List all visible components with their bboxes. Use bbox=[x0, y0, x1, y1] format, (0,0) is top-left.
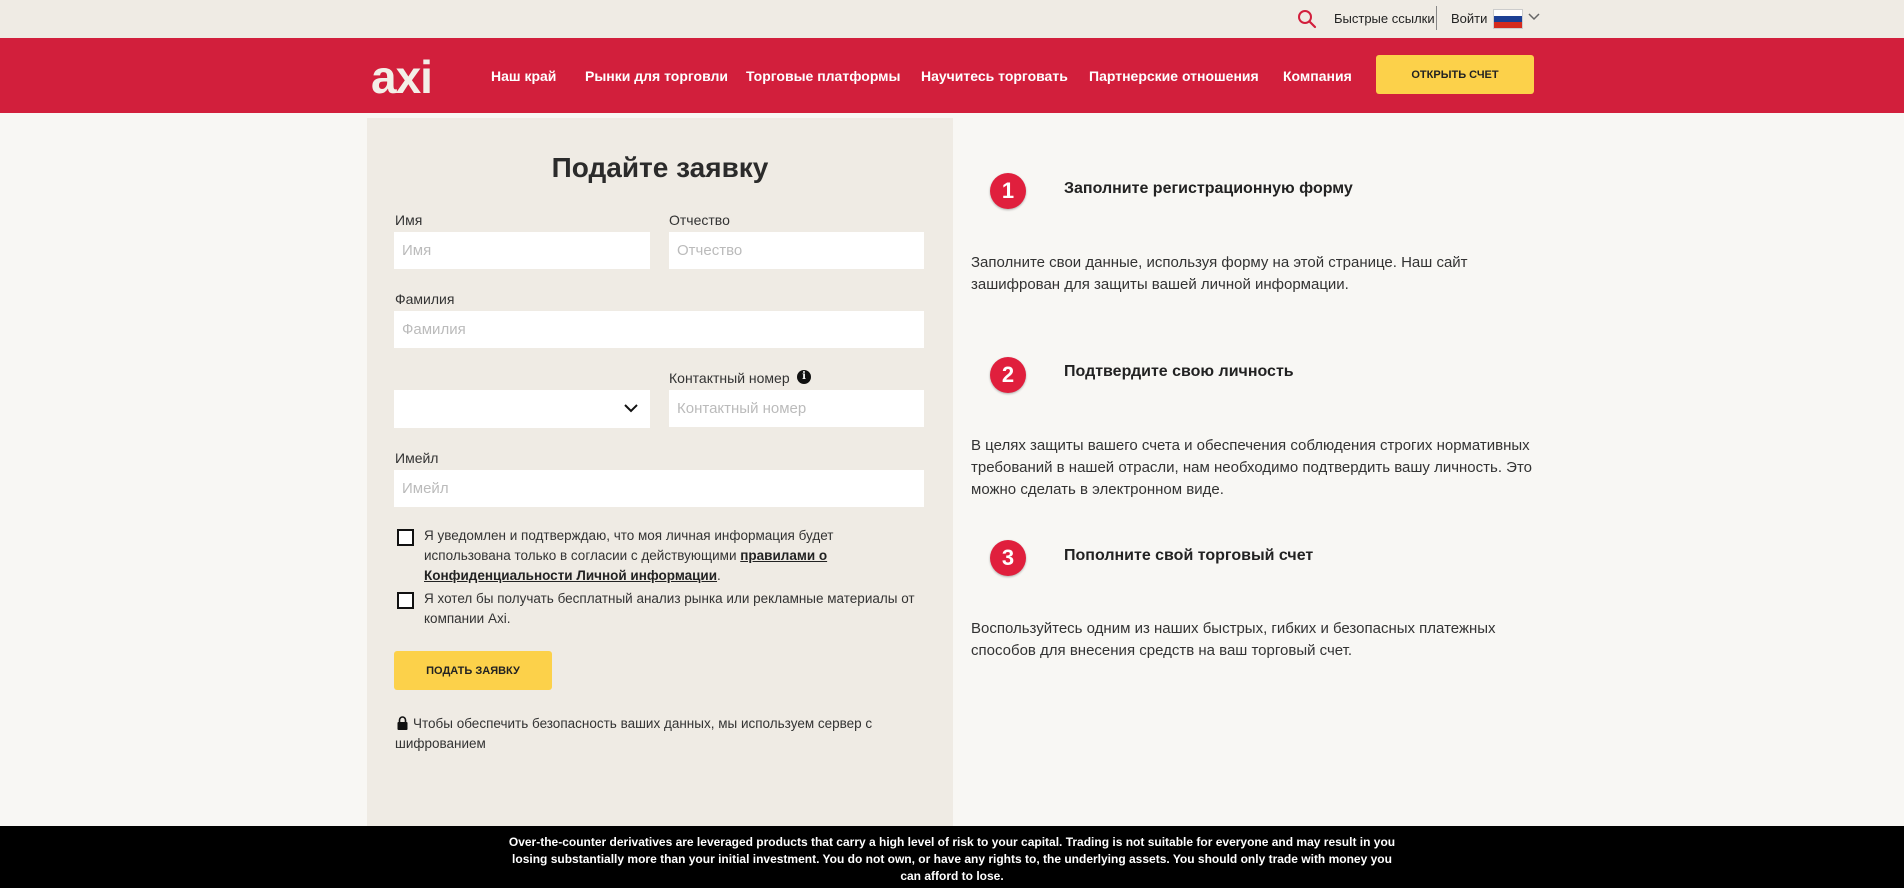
privacy-consent-text: Я уведомлен и подтверждаю, что моя личная информация будет использована только в согласии с действующими правилами о Конфиденциальности Личной информации. bbox=[424, 528, 834, 583]
svg-text:axi: axi bbox=[371, 53, 432, 97]
last-name-input[interactable] bbox=[394, 311, 924, 348]
step-description: В целях защиты вашего счета и обеспечения соблюдения строгих нормативных требований в нашей отрасли, нам необходимо подтвердить вашу личность. Это можно сделать в электронном виде. bbox=[971, 437, 1532, 498]
step-title: Пополните свой торговый счет bbox=[1064, 547, 1314, 564]
nav-item-platforms[interactable]: Торговые платформы bbox=[746, 68, 901, 84]
secure-server-note: Чтобы обеспечить безопасность ваших данных, мы используем сервер с шифрованием bbox=[395, 716, 873, 751]
russia-flag-icon[interactable] bbox=[1493, 9, 1523, 29]
privacy-policy-link[interactable]: правилами о Конфиденциальности Личной информации bbox=[424, 548, 828, 583]
login-link[interactable]: Войти bbox=[1451, 11, 1488, 26]
patronymic-label: Отчество bbox=[669, 212, 730, 228]
phone-input[interactable] bbox=[669, 390, 924, 427]
quick-links-link[interactable]: Быстрые ссылки bbox=[1334, 11, 1435, 26]
open-account-button[interactable]: ОТКРЫТЬ СЧЕТ bbox=[1376, 55, 1534, 94]
nav-item-learn[interactable]: Научитесь торговать bbox=[921, 68, 1068, 84]
email-input[interactable] bbox=[394, 470, 924, 507]
nav-item-company[interactable]: Компания bbox=[1283, 68, 1352, 84]
patronymic-input[interactable] bbox=[669, 232, 924, 269]
first-name-input[interactable] bbox=[394, 232, 650, 269]
step-title: Заполните регистрационную форму bbox=[1064, 180, 1353, 197]
chevron-down-icon[interactable] bbox=[1527, 12, 1541, 22]
form-title: Подайте заявку bbox=[551, 152, 769, 183]
nav-item-our-edge[interactable]: Наш край bbox=[491, 68, 557, 84]
marketing-consent-checkbox[interactable] bbox=[397, 592, 414, 609]
divider bbox=[1436, 6, 1437, 30]
search-icon[interactable] bbox=[1297, 9, 1317, 29]
step-number-badge: 1 bbox=[990, 173, 1026, 209]
privacy-consent-checkbox[interactable] bbox=[397, 529, 414, 546]
step-number-badge: 2 bbox=[990, 357, 1026, 393]
chevron-down-icon bbox=[624, 404, 638, 413]
first-name-label: Имя bbox=[395, 212, 423, 228]
nav-item-markets[interactable]: Рынки для торговли bbox=[585, 68, 728, 84]
axi-logo[interactable] bbox=[371, 53, 450, 97]
marketing-consent-text: Я хотел бы получать бесплатный анализ рынка или рекламные материалы от компании Axi. bbox=[424, 591, 915, 626]
step-title: Подтвердите свою личность bbox=[1064, 363, 1294, 380]
info-icon[interactable]: i bbox=[797, 370, 811, 384]
top-utility-bar bbox=[0, 0, 1904, 38]
step-description: Воспользуйтесь одним из наших быстрых, гибких и безопасных платежных способов для внесения средств на ваш торговый счет. bbox=[971, 620, 1496, 659]
risk-warning-text: Over-the-counter derivatives are leveraged products that carry a high level of risk to your capital. Trading is not suitable for everyone and may result in you losing substantially more than your initial investment. You do not own, or have any rights to, the underlying assets. You should only trade with money you can afford to lose. bbox=[508, 835, 1396, 883]
phone-label: Контактный номер bbox=[669, 370, 790, 386]
step-number-badge: 3 bbox=[990, 540, 1026, 576]
nav-item-partners[interactable]: Партнерские отношения bbox=[1089, 68, 1259, 84]
step-description: Заполните свои данные, используя форму на этой странице. Наш сайт зашифрован для защиты вашей личной информации. bbox=[971, 254, 1468, 293]
submit-application-button[interactable]: ПОДАТЬ ЗАЯВКУ bbox=[394, 651, 552, 690]
email-label: Имейл bbox=[395, 450, 439, 466]
last-name-label: Фамилия bbox=[395, 291, 455, 307]
country-code-select[interactable] bbox=[394, 390, 650, 428]
